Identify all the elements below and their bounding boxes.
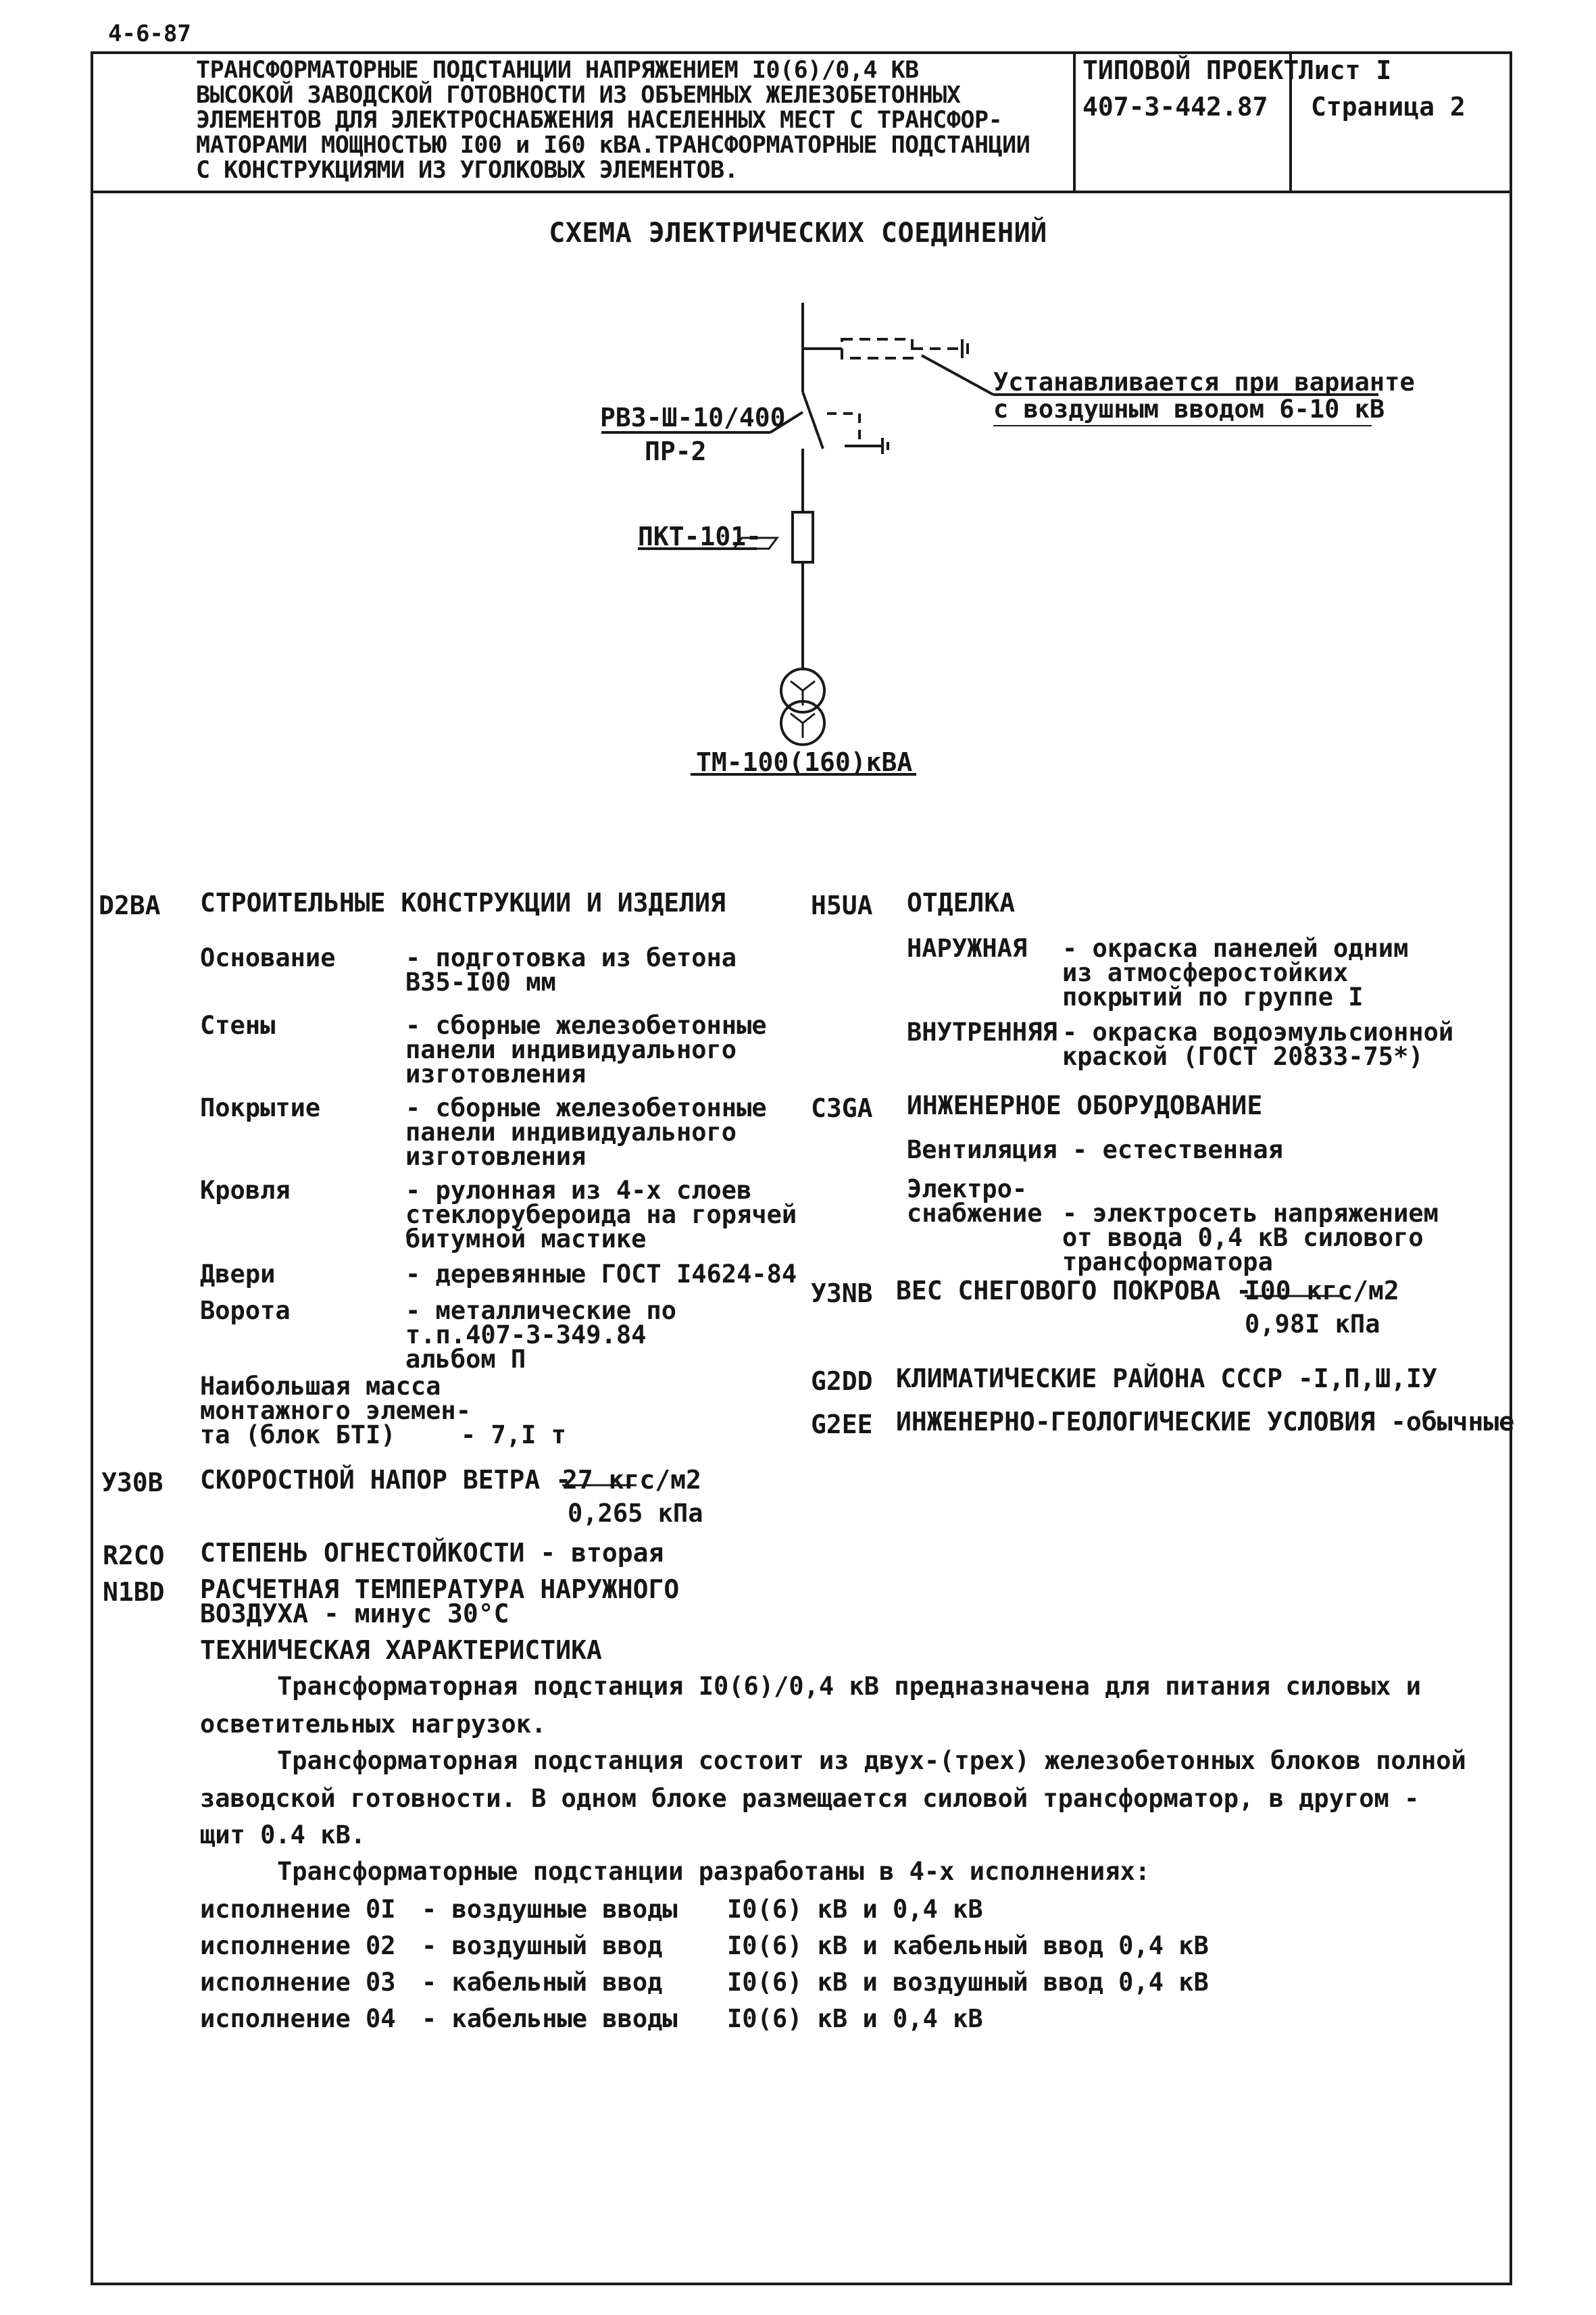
tech-paragraph: Трансформаторная подстанция I0(6)/0,4 кВ предназначена для питания силовых и [277, 1672, 1421, 1701]
switch-label-bottom: ПР-2 [645, 437, 707, 466]
geology-code: G2EE [811, 1410, 873, 1439]
finish-heading: ОТДЕЛКА [907, 888, 1016, 918]
variant-name: исполнение 02 [200, 1931, 396, 1960]
project-number: 407-3-442.87 [1082, 92, 1268, 122]
schema-note-line2: с воздушным вводом 6-10 кВ [993, 395, 1385, 424]
construction-item-value: - подготовка из бетона В35-I00 мм [405, 943, 737, 997]
schema-note-line1: Устанавливается при варианте [993, 368, 1415, 397]
variant-name: исполнение 03 [200, 1968, 396, 1997]
construction-code: D2BA [99, 891, 161, 920]
variant-value: I0(6) кВ и кабельный ввод 0,4 кВ [727, 1931, 1209, 1960]
variant-type: - кабельные вводы [422, 2004, 678, 2033]
construction-heading: СТРОИТЕЛЬНЫЕ КОНСТРУКЦИИ И ИЗДЕЛИЯ [200, 888, 726, 918]
geology-conditions: ИНЖЕНЕРНО-ГЕОЛОГИЧЕСКИЕ УСЛОВИЯ -обычные [896, 1407, 1515, 1437]
construction-item-value: - сборные железобетонные панели индивидуального изготовления [405, 1093, 767, 1171]
ventilation-text: Вентиляция - естественная [907, 1135, 1283, 1164]
construction-item-value: - сборные железобетонные панели индивидуального изготовления [405, 1011, 767, 1089]
wind-code: У30В [101, 1468, 164, 1497]
temperature-line2: ВОЗДУХА - минус 30°С [200, 1599, 509, 1628]
finish-item-value: - окраска водоэмульсионной краской (ГОСТ 20833-75*) [1062, 1018, 1454, 1071]
tech-paragraph: осветительных нагрузок. [200, 1710, 547, 1739]
variant-type: - кабельный ввод [422, 1968, 663, 1997]
project-label: ТИПОВОЙ ПРОЕКТ [1082, 55, 1299, 85]
arrester-symbol [842, 339, 912, 358]
schema-title: СХЕМА ЭЛЕКТРИЧЕСКИХ СОЕДИНЕНИЙ [549, 218, 1047, 249]
wind-value: 27 кгс/м2 [562, 1465, 701, 1495]
construction-item-name: Покрытие [200, 1093, 321, 1122]
variant-type: - воздушные вводы [422, 1895, 678, 1924]
construction-item-value: - деревянные ГОСТ I4624-84 [405, 1260, 797, 1289]
fuse-label: ПКТ-101- [638, 522, 762, 551]
disconnector-blade [803, 392, 823, 449]
variant-name: исполнение 04 [200, 2004, 396, 2033]
switch-label-top: РВЗ-Ш-10/400 [600, 403, 786, 432]
variant-value: I0(6) кВ и 0,4 кВ [727, 1895, 983, 1924]
construction-item-name: Ворота [200, 1296, 291, 1325]
document-code: 4-6-87 [108, 20, 191, 47]
project-title: ТРАНСФОРМАТОРНЫЕ ПОДСТАНЦИИ НАПРЯЖЕНИЕМ I0(6)/0,4 КВ ВЫСОКОЙ ЗАВОДСКОЙ ГОТОВНОСТИ ИЗ ОБЪЕМНЫХ ЖЕЛЕЗОБЕТОННЫХ ЭЛЕМЕНТОВ ДЛЯ ЭЛЕКТРОСНАБЖЕНИЯ НАСЕЛЕННЫХ МЕСТ С ТРАНСФОР- МАТОРАМИ МОЩНОСТЬЮ I00 и I60 кВА.ТРАНСФОРМАТОРНЫЕ ПОДСТАНЦИИ С КОНСТРУКЦИЯМИ ИЗ УГОЛКОВЫХ ЭЛЕМЕНТОВ. [196, 57, 1030, 184]
engineering-heading: ИНЖЕНЕРНОЕ ОБОРУДОВАНИЕ [907, 1091, 1263, 1120]
climate-code: G2DD [811, 1366, 873, 1396]
wind-label: СКОРОСТНОЙ НАПОР ВЕТРА - [200, 1465, 572, 1495]
max-mass-value: - 7,I т [461, 1420, 566, 1449]
fuse-symbol [793, 512, 813, 562]
construction-item-name: Двери [200, 1260, 276, 1289]
snow-value: I00 кгс/м2 [1245, 1276, 1399, 1305]
max-mass-label: Наибольшая масса монтажного элемен- та (блок БТI) [200, 1372, 471, 1449]
variant-name: исполнение 0I [200, 1895, 396, 1924]
tech-heading: ТЕХНИЧЕСКАЯ ХАРАКТЕРИСТИКА [200, 1635, 602, 1665]
construction-item-name: Основание [200, 943, 336, 972]
tech-paragraph: щит 0.4 кВ. [200, 1820, 366, 1849]
transformer-label: ТМ-100(160)кВА [696, 747, 913, 777]
construction-item-name: Стены [200, 1011, 276, 1040]
snow-code: У3NB [811, 1278, 873, 1308]
temperature-code: N1BD [103, 1577, 165, 1607]
fire-resistance: СТЕПЕНЬ ОГНЕСТОЙКОСТИ - вторая [200, 1538, 664, 1568]
finish-item-value: - окраска панелей одним из атмосферостойких покрытий по группе I [1062, 934, 1409, 1012]
temperature-line1: РАСЧЕТНАЯ ТЕМПЕРАТУРА НАРУЖНОГО [200, 1574, 680, 1604]
power-supply-value: - электросеть напряжением от ввода 0,4 кВ силового трансформатора [1062, 1199, 1439, 1276]
variant-type: - воздушный ввод [422, 1931, 663, 1960]
construction-item-value: - рулонная из 4-х слоев стеклорубероида на горячей битумной мастике [405, 1176, 797, 1253]
page-number: Страница 2 [1311, 92, 1466, 122]
note-leader [922, 355, 993, 395]
finish-item-name: ВНУТРЕННЯЯ [907, 1018, 1057, 1047]
fire-code: R2CO [103, 1541, 165, 1570]
wind-value-kpa: 0,265 кПа [568, 1499, 703, 1528]
snow-label: ВЕС СНЕГОВОГО ПОКРОВА - [896, 1276, 1252, 1305]
tech-paragraph: Трансформаторные подстанции разработаны в 4-х исполнениях: [277, 1857, 1151, 1886]
sheet-number: Лист I [1299, 55, 1392, 85]
variant-value: I0(6) кВ и воздушный ввод 0,4 кВ [727, 1968, 1209, 1997]
variant-value: I0(6) кВ и 0,4 кВ [727, 2004, 983, 2033]
finish-code: H5UA [811, 891, 873, 920]
construction-item-value: - металлические по т.п.407-3-349.84 альбом П [405, 1296, 676, 1374]
power-supply-name: Электро- снабжение [907, 1174, 1043, 1228]
finish-item-name: НАРУЖНАЯ [907, 934, 1028, 963]
climate-regions: КЛИМАТИЧЕСКИЕ РАЙОНА СССР -I,П,Ш,IУ [896, 1364, 1437, 1393]
tech-paragraph: заводской готовности. В одном блоке размещается силовой трансформатор, в другом - [200, 1784, 1420, 1813]
construction-item-name: Кровля [200, 1176, 291, 1205]
snow-value-kpa: 0,98I кПа [1245, 1310, 1380, 1339]
tech-paragraph: Трансформаторная подстанция состоит из двух-(трех) железобетонных блоков полной [277, 1746, 1466, 1775]
engineering-code: C3GA [811, 1093, 873, 1123]
